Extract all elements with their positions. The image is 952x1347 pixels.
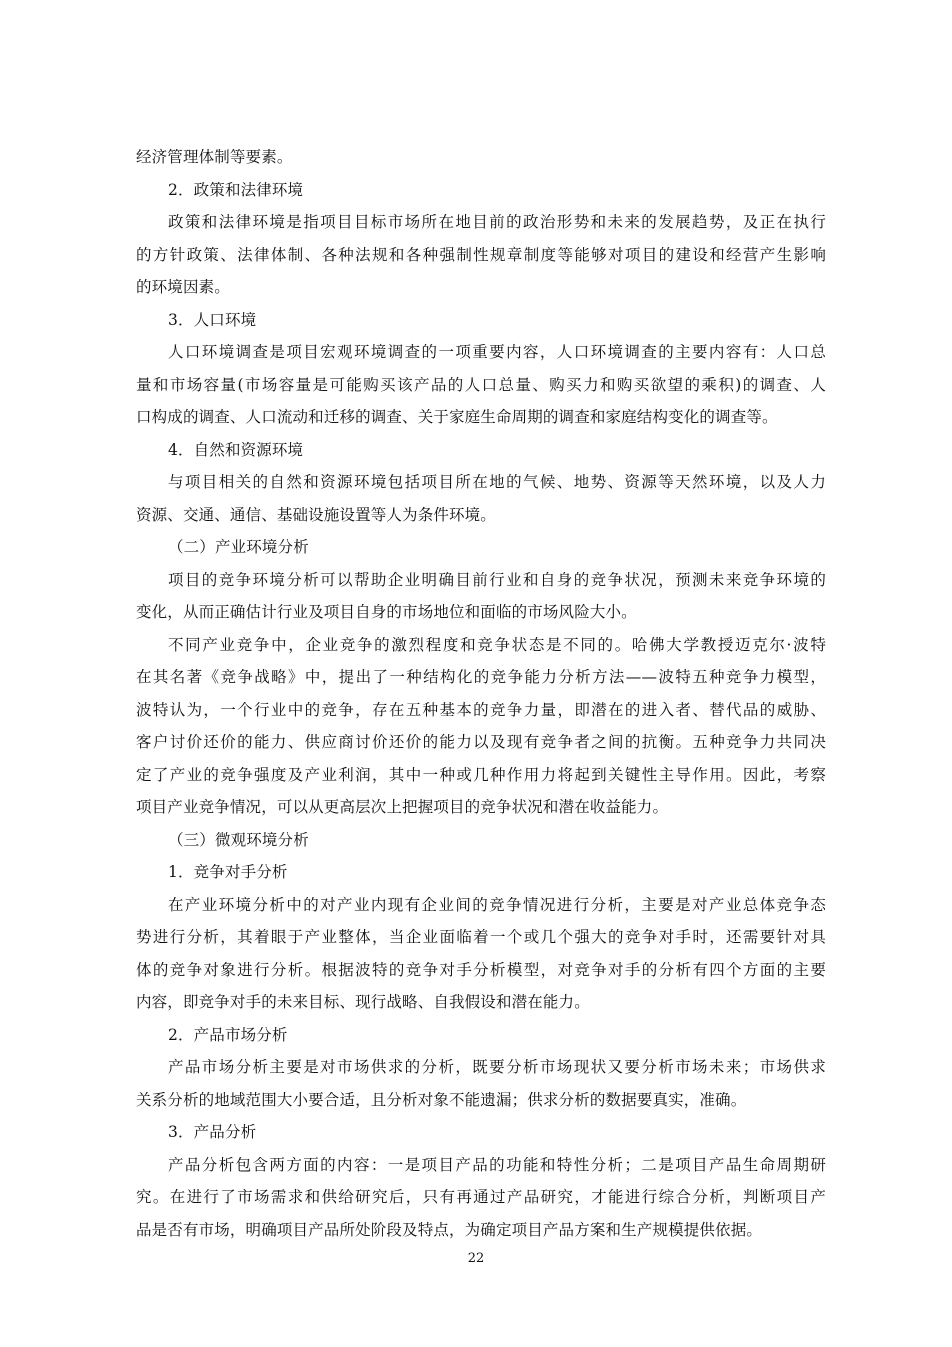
paragraph-line: 体的竞争对象进行分析。根据波特的竞争对手分析模型，对竞争对手的分析有四个方面的主要 (136, 960, 826, 979)
paragraph-line: 与项目相关的自然和资源环境包括项目所在地的气候、地势、资源等天然环境，以及人力 (168, 473, 826, 491)
paragraph-line: 客户讨价还价的能力、供应商讨价还价的能力以及现有竞争者之间的抗衡。五种竞争力共同决 (136, 733, 826, 751)
section-heading: （三）微观环境分析 (168, 830, 309, 849)
section-heading: 3．人口环境 (168, 310, 257, 329)
paragraph-line: 变化，从而正确估计行业及项目自身的市场地位和面临的市场风险大小。 (136, 603, 637, 621)
page-number: 22 (467, 1251, 485, 1266)
paragraph-line: 经济管理体制等要素。 (136, 148, 293, 166)
paragraph-line: 品是否有市场，明确项目产品所处阶段及特点，为确定项目产品方案和生产规模提供依据。 (136, 1220, 763, 1239)
paragraph-line: 在产业环境分析中的对产业内现有企业间的竞争情况进行分析，主要是对产业总体竞争态 (168, 895, 826, 914)
paragraph-line: 产品市场分析主要是对市场供求的分析，既要分析市场现状又要分析市场未来；市场供求 (168, 1058, 826, 1076)
paragraph-line: 关系分析的地域范围大小要合适，且分析对象不能遗漏；供求分析的数据要真实，准确。 (136, 1090, 747, 1109)
paragraph-line: 人口环境调查是项目宏观环境调查的一项重要内容，人口环境调查的主要内容有：人口总 (168, 343, 826, 361)
document-body (136, 141, 826, 1246)
paragraph-line: 波特认为，一个行业中的竞争，存在五种基本的竞争力量，即潜在的进入者、替代品的威胁、 (136, 700, 826, 719)
paragraph-line: 量和市场容量(市场容量是可能购买该产品的人口总量、购买力和购买欲望的乘积)的调查、人 (136, 375, 826, 394)
paragraph-line: 不同产业竞争中，企业竞争的激烈程度和竞争状态是不同的。哈佛大学教授迈克尔·波特 (168, 635, 826, 654)
section-heading: 1．竞争对手分析 (168, 863, 288, 881)
paragraph-line: 定了产业的竞争强度及产业利润，其中一种或几种作用力将起到关键性主导作用。因此，考察 (136, 765, 826, 784)
section-heading: （二）产业环境分析 (168, 538, 309, 556)
paragraph-line: 产品分析包含两方面的内容：一是项目产品的功能和特性分析；二是项目产品生命周期研 (168, 1155, 826, 1174)
paragraph-line: 政策和法律环境是指项目目标市场所在地目前的政治形势和未来的发展趋势，及正在执行 (168, 213, 826, 231)
paragraph-line: 内容，即竞争对手的未来目标、现行战略、自我假设和潜在能力。 (136, 993, 590, 1011)
paragraph-line: 资源、交通、通信、基础设施设置等人为条件环境。 (136, 505, 496, 524)
paragraph-line: 口构成的调查、人口流动和迁移的调查、关于家庭生命周期的调查和家庭结构变化的调查等。 (136, 408, 778, 426)
section-heading: 4．自然和资源环境 (168, 440, 304, 459)
paragraph-line: 在其名著《竞争战略》中，提出了一种结构化的竞争能力分析方法——波特五种竞争力模型， (136, 668, 826, 686)
paragraph-line: 究。在进行了市场需求和供给研究后，只有再通过产品研究，才能进行综合分析，判断项目产 (136, 1188, 826, 1206)
section-heading: 2．政策和法律环境 (168, 180, 304, 199)
paragraph-line: 的方针政策、法律体制、各种法规和各种强制性规章制度等能够对项目的建设和经营产生影响 (136, 245, 826, 264)
paragraph-line: 势进行分析，其着眼于产业整体，当企业面临着一个或几个强大的竞争对手时，还需要针对具 (136, 928, 826, 946)
paragraph-line: 项目产业竞争情况，可以从更高层次上把握项目的竞争状况和潜在收益能力。 (136, 798, 669, 816)
section-heading: 2．产品市场分析 (168, 1025, 288, 1044)
section-heading: 3．产品分析 (168, 1123, 257, 1141)
paragraph-line: 的环境因素。 (136, 278, 230, 296)
paragraph-line: 项目的竞争环境分析可以帮助企业明确目前行业和自身的竞争状况，预测未来竞争环境的 (168, 570, 826, 589)
